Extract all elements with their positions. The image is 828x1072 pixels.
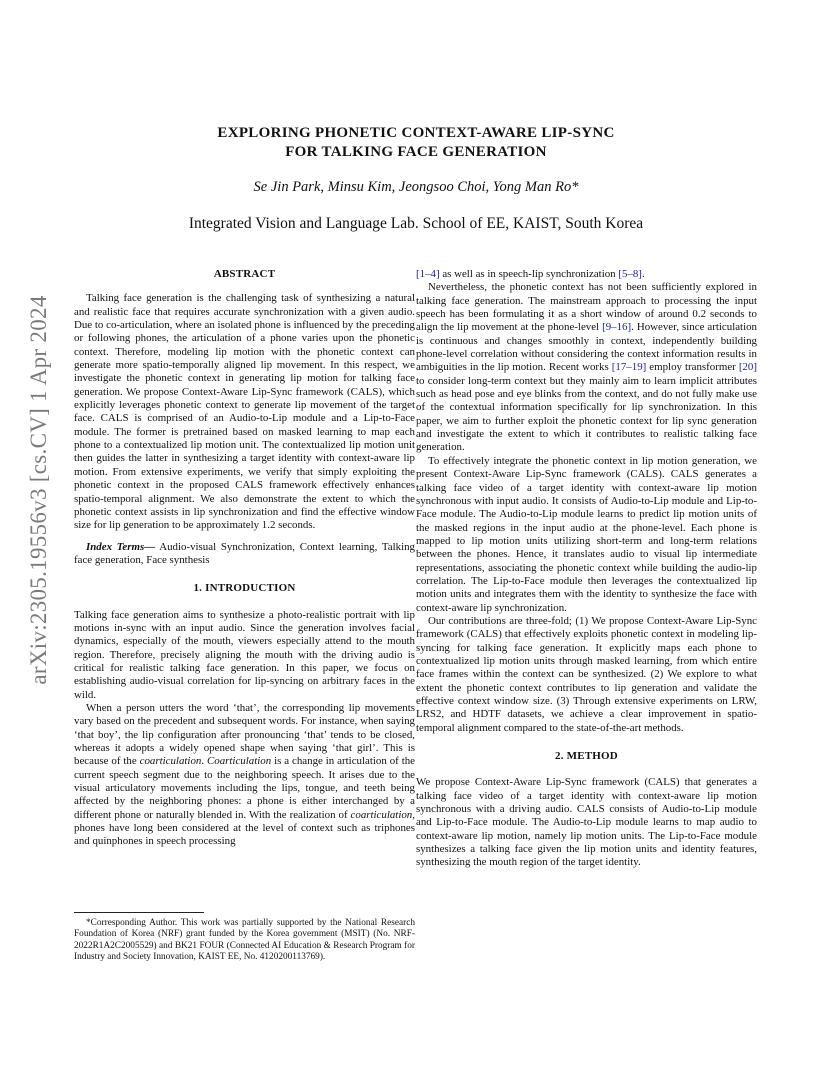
citation-link[interactable]: [17–19] bbox=[611, 361, 647, 374]
affiliation: Integrated Vision and Language Lab. School of EE, KAIST, South Korea bbox=[188, 215, 644, 232]
intro-paragraph-1: Talking face generation aims to synthesize a photo-realistic portrait with lip motions in-sync with an input audio. Since the generation involves facial dynamics, especially of the mouth, viewers especially attend to the mouth region. Therefore, precisely aligning the mouth with the driving audio is critical for realistic talking face generation. In this paper, we focus on establishing audio-visual correlation for lip-syncing on arbitrary faces in the wild. bbox=[74, 608, 415, 701]
intro-p3-text-a: Nevertheless, the phonetic context has not been sufficiently explored in talking face generation. The mainstream approach to processing the input speech has been formulating it as a short window of around 0.2 seconds to align the lip movement at the phone-level bbox=[416, 281, 757, 334]
citation-link[interactable]: [1–4] bbox=[416, 268, 440, 280]
citation-link[interactable]: [20] bbox=[738, 361, 757, 374]
paper-title bbox=[74, 124, 758, 162]
intro-paragraph-4: To effectively integrate the phonetic context in lip motion generation, we present Context-Aware Lip-Sync framework (CALS). CALS generates a talking face video of a target identity with context-aware lip motion synchronous with input audio. It consists of Audio-to-Lip module and Lip-to-Face module. The Audio-to-Lip module learns to predict lip motion units of the masked regions in the input audio at the phone-level. Each phone is mapped to lip motion units utilizing short-term and long-term relations between the phones. Hence, it translates audio to visual lip intermediate representations, associating the phonetic context while building the audio-lip correlation. The Lip-to-Face module then leverages the contextualized lip motion units and integrates them with the identity to synthesize the face with context-aware lip synchronization. bbox=[416, 454, 757, 614]
paper-title-line-1: EXPLORING PHONETIC CONTEXT-AWARE LIP-SYNC bbox=[217, 125, 615, 141]
index-terms bbox=[74, 541, 415, 568]
intro-p2-text-f: . bbox=[641, 268, 645, 280]
author-list: Se Jin Park, Minsu Kim, Jeongsoo Choi, Yong Man Ro* bbox=[253, 179, 579, 195]
intro-p2-emphasis-3: coarticulation bbox=[350, 808, 413, 821]
intro-paragraph-2-continued bbox=[416, 268, 757, 281]
left-column bbox=[74, 268, 415, 849]
intro-p2-text-c: is a change in articulation of the current speech segment due to the neighboring speech. It arises due to the visual articulatory movements including the lips, tongue, and teeth being affected by the neighboring phones: a phone is either interchanged by a different phone or naturally blended in. With the realization of bbox=[74, 755, 415, 821]
method-paragraph-1: We propose Context-Aware Lip-Sync framework (CALS) that generates a talking face video of a target identity with context-aware lip motion synchronous with a driving audio. CALS consists of Audio-to-Lip module and Lip-to-Face module. The Audio-to-Lip module learns to map audio to context-aware lip motion, namely lip motion units. The Lip-to-Face module synthesizes a talking face given the lip motion units and identity features, synthesizing the mouth region of the target identity. bbox=[416, 776, 757, 869]
index-terms-label: Index Terms— bbox=[86, 540, 156, 553]
intro-p2-emphasis-2: Coarticulation bbox=[207, 755, 272, 768]
index-terms-list: Audio-visual Synchronization, Context learning, Talking face generation, Face synthesis bbox=[74, 540, 415, 566]
intro-paragraph-5: Our contributions are three-fold; (1) We propose Context-Aware Lip-Sync framework (CALS) that effectively exploits phonetic context in modeling lip-syncing for talking face generation. It explicitly maps each phone to contextualized lip motion units through masked learning, from which entire face frames within the context can be synthesized. (2) We explore to what extent the phonetic context contributes to lip generation and validate the effective context window size. (3) Through extensive experiments on LRW, LRS2, and HDTF datasets, we achieve a clear improvement in spatio-temporal alignment compared to the state-of-the-art methods. bbox=[416, 614, 757, 734]
intro-p2-text-a: When a person utters the word ‘that’, the corresponding lip movements vary based on the precedent and subsequent words. For instance, when saying ‘that boy’, the lip configuration after pronouncing ‘that’ tends to be closed, whereas it adopts a widely opened shape when saying ‘that girl’. This is because of the bbox=[74, 701, 415, 768]
abstract-heading: ABSTRACT bbox=[213, 268, 276, 280]
footnote bbox=[74, 912, 415, 964]
intro-p2-text-e: as well as in speech-lip synchronization bbox=[439, 268, 619, 280]
intro-p2-text-b: . bbox=[201, 755, 207, 768]
arxiv-identifier bbox=[22, 290, 56, 690]
intro-p3-text-d: to consider long-term context but they mainly aim to learn implicit attributes such as head pose and eye blinks from the context, and do not fully make use of the contextual information specifically for lip synchronization. In this paper, we aim to further exploit the phonetic context for lip sync generation and investigate the extent to which it contributes to realistic talking face generation. bbox=[416, 374, 757, 454]
intro-p2-emphasis-1: coarticulation bbox=[139, 755, 202, 768]
arxiv-identifier-text: arXiv:2305.19556v3 [cs.CV] 1 Apr 2024 bbox=[26, 295, 51, 685]
citation-link[interactable]: [5–8] bbox=[618, 268, 642, 280]
intro-p3-text-b: . However, since articulation is continuous and changes smoothly in context, independently building phone-level correlation without considering the context information results in ambiguities in the lip motion. Recent works bbox=[416, 321, 757, 374]
intro-paragraph-2 bbox=[74, 702, 415, 849]
intro-p2-text-d: , phones have long been considered at the level of context such as triphones and quinphones in speech processing bbox=[74, 808, 415, 848]
introduction-heading: 1. INTRODUCTION bbox=[193, 582, 296, 595]
paper-title-line-2: FOR TALKING FACE GENERATION bbox=[285, 144, 547, 160]
method-heading: 2. METHOD bbox=[555, 750, 618, 763]
footnote-text: *Corresponding Author. This work was partially supported by the National Research Foundation of Korea (NRF) grant funded by the Korea government (MSIT) (No. NRF-2022R1A2C2005529) and BK21 FOUR (Connected AI Education & Research Program for Industry and Society Innovation, KAIST EE, No. 4120200113769). bbox=[74, 918, 415, 963]
right-column bbox=[416, 268, 757, 870]
citation-link[interactable]: [9–16] bbox=[602, 321, 632, 334]
intro-p3-text-c: employ transformer bbox=[646, 361, 739, 374]
footnote-rule bbox=[74, 912, 204, 913]
abstract-text: Talking face generation is the challenging task of synthesizing a natural and realistic face that requires accurate synchronization with a given audio. Due to co-articulation, where an isolated phone is influenced by the preceding or following phones, the articulation of a phone varies upon the phonetic context. Therefore, modeling lip motion with the phonetic context can generate more spatio-temporally aligned lip movement. In this respect, we investigate the phonetic context in generating lip motion for talking face generation. We propose Context-Aware Lip-Sync framework (CALS), which explicitly leverages phonetic context to generate lip movement of the target face. CALS is comprised of an Audio-to-Lip module and a Lip-to-Face module. The former is pretrained based on masked learning to map each phone to a contextualized lip motion unit. The contextualized lip motion unit then guides the latter in synthesizing a target identity with context-aware lip motion. From extensive experiments, we verify that simply exploiting the phonetic context in the proposed CALS framework effectively enhances spatio-temporal alignment. We also demonstrate the extent to which the phonetic context assists in lip synchronization and find the effective window size for lip generation to be approximately 1.2 seconds. bbox=[74, 292, 415, 532]
intro-paragraph-3 bbox=[416, 281, 757, 454]
